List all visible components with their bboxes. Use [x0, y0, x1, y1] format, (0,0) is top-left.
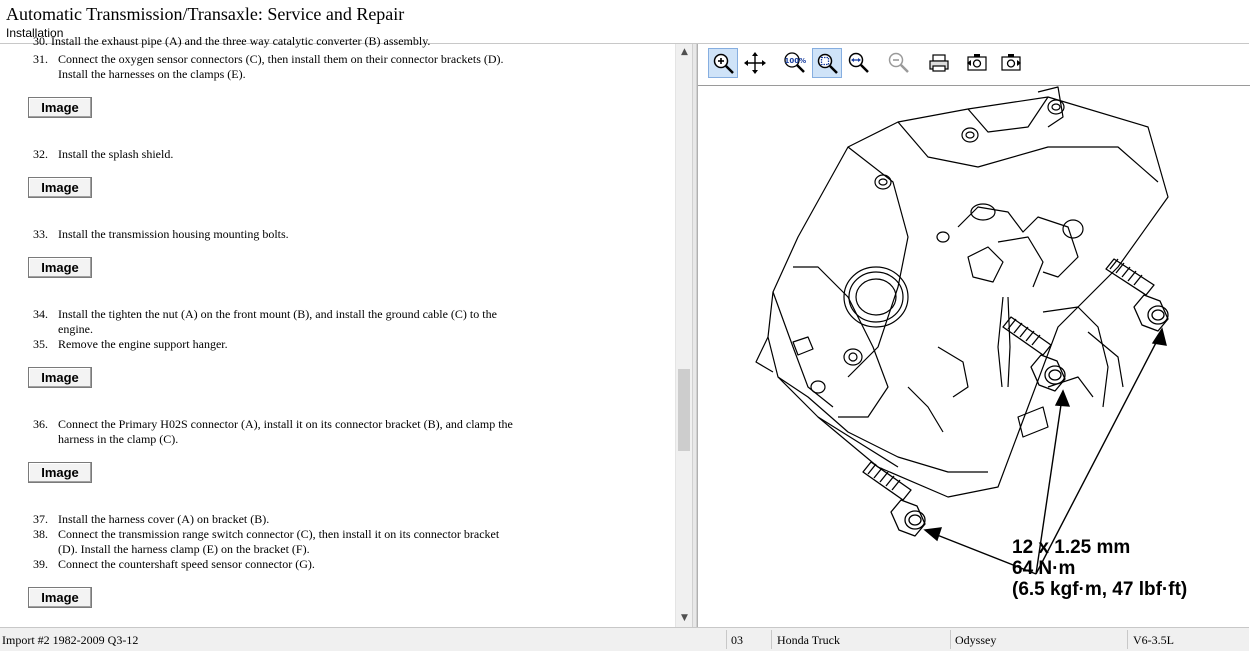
image-button-step-31[interactable]: Image — [28, 97, 92, 118]
step-number: 38. — [33, 527, 48, 541]
step-text: Connect the transmission range switch connector (C), then install it on its connector bracket (D). Install the harness clamp (E) on the bracket (F). — [58, 527, 500, 556]
step-text: Connect the Primary H02S connector (A), install it on its connector bracket (B), and clamp the harness in the clamp (C). — [58, 417, 513, 446]
zoom-100-icon[interactable] — [780, 48, 810, 78]
step-text: Install the tighten the nut (A) on the front mount (B), and install the ground cable (C) to the engine. — [58, 307, 497, 336]
status-divider — [726, 630, 727, 649]
status-source: Import #2 1982-2009 Q3-12 — [2, 633, 139, 647]
step-number: 36. — [33, 417, 48, 431]
zoom-width-icon[interactable] — [844, 48, 874, 78]
step-number: 39. — [33, 557, 48, 571]
torque-nm-label: 64 N·m — [1012, 558, 1076, 579]
step-number: 32. — [33, 147, 48, 161]
status-bar — [0, 627, 1249, 651]
page-subtitle: Installation — [6, 26, 64, 40]
pan-icon[interactable] — [740, 48, 770, 78]
step-number: 31. — [33, 52, 48, 66]
image-button-step-36[interactable]: Image — [28, 462, 92, 483]
torque-imperial-label: (6.5 kgf·m, 47 lbf·ft) — [1012, 579, 1188, 600]
status-code: 03 — [731, 633, 743, 647]
step-text: Connect the oxygen sensor connectors (C), then install them on their connector brackets (D). Install the harnesses on the clamps (E). — [58, 52, 504, 81]
step-number: 37. — [33, 512, 48, 526]
scroll-down-arrow-icon[interactable]: ▼ — [681, 613, 688, 623]
prev-image-icon[interactable] — [962, 48, 992, 78]
image-button-step-35[interactable]: Image — [28, 367, 92, 388]
step-text: Install the harness cover (A) on bracket (B). — [58, 512, 270, 526]
image-viewer-pane — [697, 44, 1249, 627]
image-toolbar — [698, 44, 1250, 86]
bolt-size-label: 12 x 1.25 mm — [1012, 537, 1131, 558]
step-text: Install the transmission housing mounting bolts. — [58, 227, 289, 241]
zoom-in-icon[interactable] — [708, 48, 738, 78]
step-number: 34. — [33, 307, 48, 321]
zoom-fit-icon[interactable] — [812, 48, 842, 78]
next-image-icon[interactable] — [996, 48, 1026, 78]
svg-text:100%: 100% — [784, 57, 807, 65]
status-engine: V6-3.5L — [1133, 633, 1174, 647]
step-text: Remove the engine support hanger. — [58, 337, 228, 351]
image-button-step-32[interactable]: Image — [28, 177, 92, 198]
print-icon[interactable] — [924, 48, 954, 78]
status-divider — [1127, 630, 1128, 649]
torque-spec — [1012, 537, 1187, 600]
status-make: Honda Truck — [777, 633, 841, 647]
status-divider — [771, 630, 772, 649]
step-number: 33. — [33, 227, 48, 241]
step-text: Install the splash shield. — [58, 147, 174, 161]
page-title: Automatic Transmission/Transaxle: Service and Repair — [6, 4, 405, 24]
zoom-out-icon[interactable] — [884, 48, 914, 78]
status-model: Odyssey — [955, 633, 997, 647]
procedure-scrollbar[interactable] — [675, 44, 692, 627]
procedure-pane — [0, 34, 675, 627]
scroll-thumb[interactable] — [678, 369, 690, 451]
image-button-step-33[interactable]: Image — [28, 257, 92, 278]
step-text: Connect the countershaft speed sensor connector (G). — [58, 557, 315, 571]
image-button-step-39[interactable]: Image — [28, 587, 92, 608]
step-number: 35. — [33, 337, 48, 351]
step-30-clipped: 30. Install the exhaust pipe (A) and the three way catalytic converter (B) assembly. — [33, 34, 431, 48]
status-divider — [950, 630, 951, 649]
scroll-up-arrow-icon[interactable]: ▲ — [681, 47, 688, 57]
